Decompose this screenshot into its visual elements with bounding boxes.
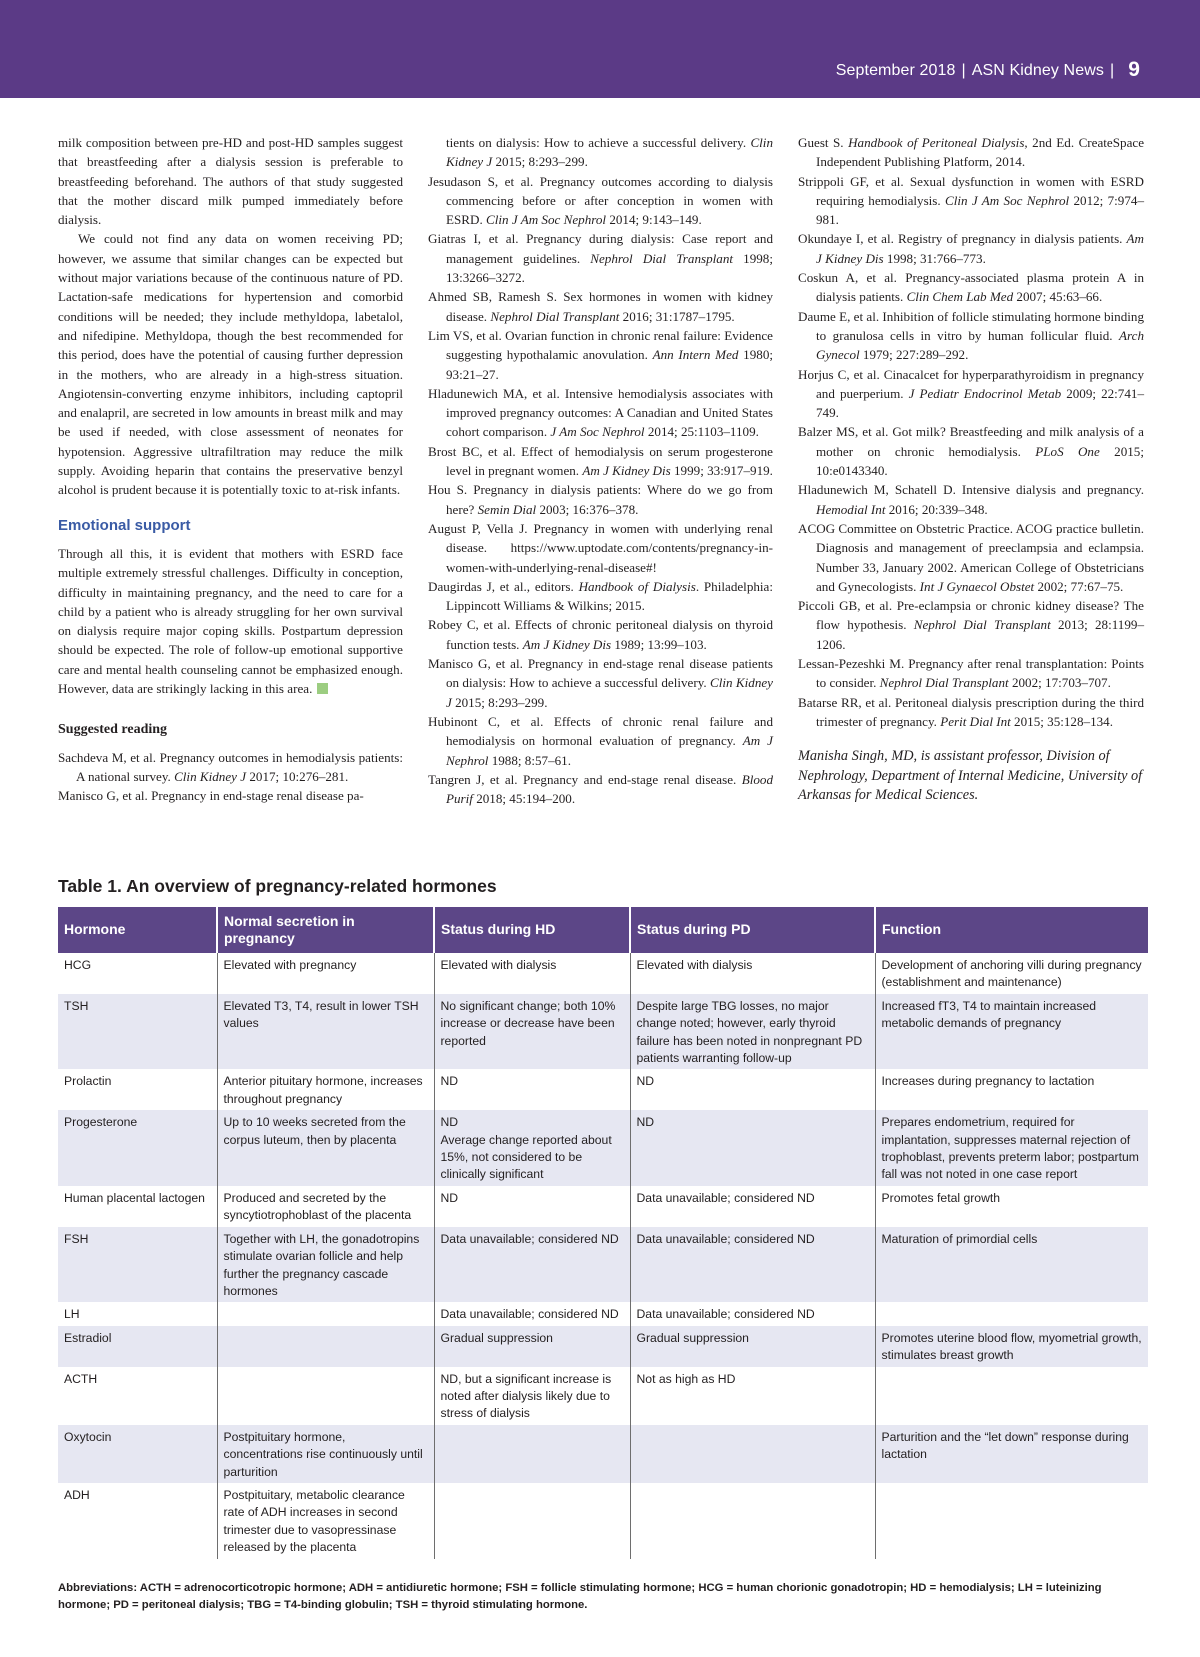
reference-item [798,307,1144,365]
reference-text: Piccoli GB, et al. Pre-eclampsia or chronic kidney disease? The flow hypothesis. [798,598,1144,633]
table-cell [434,1367,630,1425]
table-cell [434,994,630,1070]
table-cell [434,1186,630,1227]
cell-text: ADH [64,1487,90,1502]
table-cell [217,1326,434,1367]
reference-text: Strippoli GF, et al. Sexual dysfunction in women with ESRD requiring hemodialysis. [798,173,1144,208]
article-column-3 [798,133,1144,806]
table-cell [875,1069,1148,1110]
reference-text: Giatras I, et al. Pregnancy during dialysis: Case report and management guidelines. [428,231,773,266]
reference-text: Tangren J, et al. Pregnancy and end-stage renal disease. [428,771,742,787]
reference-item [428,712,773,770]
cell-text: HCG [64,958,92,972]
reference-citation: 2015; 8:293–299. [492,154,588,170]
reference-item [798,596,1144,654]
reference-citation: 1998; 13:3266–3272. [446,250,773,286]
reference-item [798,365,1144,423]
table-cell [217,953,434,994]
reference-journal: Clin J Am Soc Nephrol [486,212,607,228]
reference-text: Hladunewich M, Schatell D. Intensive dialysis and pregnancy. [798,482,1144,498]
page-header [0,0,1200,98]
reference-journal: Clin Kidney J [446,675,773,710]
suggested-reading-heading: Suggested reading [58,722,168,738]
reference-item [428,480,773,519]
table-cell [630,1326,875,1367]
cell-text: ND [636,1074,655,1089]
reference-citation: . Philadelphia: Lippincott Williams & Wilkins; 2015. [446,578,773,614]
table-body [58,953,1148,1559]
reference-list [428,172,773,809]
reference-item [798,480,1144,519]
cell-text: Up to 10 weeks secreted from the corpus luteum, then by placenta [223,1115,406,1147]
reference-citation: 2009; 22:741–749. [816,385,1144,421]
cell-text: Elevated with dialysis [636,958,753,972]
reference-item [798,654,1144,693]
reference-journal: Perit Dial Int [940,713,1011,729]
table-cell [434,953,630,994]
table-cell [875,1326,1148,1367]
reference-citation: 2016; 20:339–348. [885,501,988,517]
header-publication: ASN Kidney News [971,62,1104,79]
reference-citation: 1989; 13:99–103. [611,636,707,652]
table-cell [58,1227,217,1303]
reference-item [428,654,773,712]
header-info: September 2018 | ASN Kidney News | 9 [835,58,1140,81]
reference-journal: Am J Kidney Dis [522,636,612,652]
reference-citation: 2003; 16:376–378. [536,501,639,517]
paragraph-text: Through all this, it is evident that mothers with ESRD face multiple extremely stressful challenges. Difficulty in conception, difficulty in maintaining pregnancy, and the need to care for a child by a patient who is already struggling for her own survival on dialysis require major coping skills. Postpartum depression should be expected. The role of follow-up emotional supportive care and mental health counseling cannot be emphasized enough. However, data are strikingly lacking in this area. [58,545,403,697]
table-row [58,953,1148,994]
table-cell [58,1110,217,1186]
cell-text: Prepares endometrium, required for implantation, suppresses maternal rejection of trophoblast, prevents preterm labor; postpartum fall was not noted in one case report [881,1115,1139,1182]
table-cell [630,1425,875,1483]
table-cell [875,1367,1148,1425]
column-header: Hormone [58,907,217,953]
table-cell [630,1367,875,1425]
table-cell [434,1227,630,1303]
reference-text: Okundaye I, et al. Registry of pregnancy in dialysis patients. [798,231,1127,247]
cell-text: Human placental lactogen [64,1190,205,1205]
reference-journal: Int J Gynaecol Obstet [919,578,1035,594]
table-cell [217,1227,434,1303]
cell-text: Elevated T3, T4, result in lower TSH values [223,998,419,1031]
table-cell [58,1186,217,1227]
table-row [58,1186,1148,1227]
table-cell [217,1110,434,1186]
cell-text: Development of anchoring villi during pregnancy (establishment and maintenance) [881,958,1142,990]
reference-citation: , 2nd Ed. CreateSpace Independent Publishing Platform, 2014. [816,135,1145,170]
reference-item [798,519,1144,596]
column-header: Status during PD [630,907,875,953]
reference-text: Hubinont C, et al. Effects of chronic renal failure and hemodialysis on hormonal evaluation of pregnancy. [428,713,773,749]
reference-item [428,519,773,577]
cell-text: ND, but a significant increase is noted after dialysis likely due to stress of dialysis [440,1371,612,1421]
reference-list [798,133,1144,731]
table-cell [434,1110,630,1186]
reference-text: Batarse RR, et al. Peritoneal dialysis prescription during the third trimester of pregnancy. [798,694,1144,729]
cell-text: Gradual suppression [440,1330,553,1345]
table-row [58,1302,1148,1325]
reference-text: ACOG Committee on Obstetric Practice. ACOG practice bulletin. Diagnosis and management of preeclampsia and eclampsia. Number 33, January 2002. American College of Obstetricians and Gynecologists. [798,520,1144,594]
reference-text: Sachdeva M, et al. Pregnancy outcomes in hemodialysis patients: A national survey. [58,749,403,784]
table-cell [875,953,1148,994]
reference-journal: Hemodial Int [816,501,886,517]
reference-journal: Clin Kidney J [174,768,247,784]
table-row [58,1367,1148,1425]
cell-text: ND [440,1074,459,1089]
cell-text: Promotes fetal growth [881,1190,1001,1205]
table-cell [217,1069,434,1110]
reference-journal: PLoS One [1035,443,1100,459]
reference-item [428,172,773,230]
reference-journal: Blood Purif [446,771,773,807]
reference-text: Robey C, et al. Effects of chronic peritoneal dialysis on thyroid function tests. [428,617,773,652]
reference-citation: 2013; 28:1199–1206. [816,617,1144,652]
table-cell [58,1069,217,1110]
cell-text: Postpituitary hormone, concentrations rise continuously until parturition [223,1429,423,1479]
reference-journal: Ann Intern Med [652,347,739,363]
cell-text: Elevated with pregnancy [223,958,357,972]
reference-journal: Handbook of Peritoneal Dialysis [848,135,1025,150]
table-cell [875,1227,1148,1303]
reference-item [428,770,773,809]
reference-journal: Nephrol Dial Transplant [490,308,620,324]
reference-item [798,268,1144,307]
reference-citation: 1988; 8:57–61. [488,752,572,768]
reference-journal: Clin Kidney J [446,135,773,170]
cell-text: ND [636,1115,655,1130]
reference-text: Ahmed SB, Ramesh S. Sex hormones in women with kidney disease. [428,289,773,324]
table-cell [875,994,1148,1070]
cell-text: Oxytocin [64,1429,112,1444]
reference-text: tients on dialysis: How to achieve a successful delivery. [446,135,751,150]
header-date: September 2018 [835,62,956,79]
cell-text: Average change reported about 15%, not considered to be clinically significant [440,1132,612,1182]
table-row [58,1483,1148,1559]
reference-citation: 2015; 8:293–299. [451,694,548,710]
cell-text: No significant change; both 10% increase or decrease have been reported [440,998,616,1048]
column-header: Function [875,907,1148,953]
reference-text: Brost BC, et al. Effect of hemodialysis on serum progesterone level in pregnant women. [428,443,773,479]
cell-text: ND [440,1190,459,1205]
table-cell [875,1186,1148,1227]
table-cell [58,1367,217,1425]
reference-journal: Am J Nephrol [446,733,773,768]
reference-item [428,384,773,442]
reference-citation: 1998; 31:766–773. [883,250,986,266]
table-title: Table 1. An overview of pregnancy-related hormones [58,876,497,896]
reference-item [428,615,773,654]
table-cell [58,1302,217,1325]
reference-journal: Clin Chem Lab Med [906,289,1014,305]
reference-text: Hladunewich MA, et al. Intensive hemodialysis associates with improved pregnancy outcomes: A Canadian and United States cohort comparison. [428,385,773,440]
table-cell [630,1302,875,1325]
cell-text: LH [64,1307,80,1322]
cell-text: Prolactin [64,1074,112,1089]
cell-text: Estradiol [64,1330,112,1345]
column-header: Normal secretion in pregnancy [217,907,434,953]
reference-item [428,442,773,481]
reference-item [798,172,1144,230]
cell-text: ACTH [64,1371,98,1386]
table-cell [875,1425,1148,1483]
reference-text: Guest S. [798,135,849,150]
reference-journal: J Am Soc Nephrol [550,424,645,440]
table-cell [217,994,434,1070]
reference-citation: 2002; 77:67–75. [1034,578,1124,594]
reference-journal: Am J Kidney Dis [816,231,1144,266]
table-cell [217,1186,434,1227]
table-cell [630,1069,875,1110]
reference-journal: Am J Kidney Dis [582,463,671,479]
end-mark-icon [317,683,328,694]
cell-text: ND [440,1115,459,1130]
reference-text: Manisco G, et al. Pregnancy in end-stage renal disease patients on dialysis: How to achieve a successful delivery. [428,656,773,691]
table-cell [58,1483,217,1559]
reference-citation: 2012; 7:974–981. [816,192,1144,228]
reference-text: Daume E, et al. Inhibition of follicle stimulating hormone binding to granulosa cells in vitro by human follicular fluid. [798,308,1144,343]
article-column-1 [58,133,403,806]
reference-text: Hou S. Pregnancy in dialysis patients: Where do we go from here? [428,482,773,517]
cell-text: Together with LH, the gonadotropins stimulate ovarian follicle and help further the pregnancy cascade hormones [223,1231,420,1298]
reference-citation: 1999; 33:917–919. [670,463,773,479]
hormones-table [58,907,1148,1559]
reference-text: Horjus C, et al. Cinacalcet for hyperparathyroidism in pregnancy and puerperium. [798,366,1144,401]
cell-text: Data unavailable; considered ND [636,1231,815,1246]
article-column-2 [428,133,773,808]
reference-journal: Clin J Am Soc Nephrol [945,192,1070,208]
table-cell [630,994,875,1070]
reference-journal: Handbook of Dialysis [578,578,696,594]
reference-citation: 2018; 45:194–200. [472,791,576,807]
reference-item [798,422,1144,480]
table-cell [434,1302,630,1325]
table-header-row [58,907,1148,953]
reference-item [798,229,1144,268]
author-bio: Manisha Singh, MD, is assistant professor, Division of Nephrology, Department of Internal Medicine, University of Arkansas for Medical Sciences. [798,748,1143,804]
table-row [58,994,1148,1070]
cell-text: Promotes uterine blood flow, myometrial growth, stimulates breast growth [881,1330,1142,1363]
cell-text: Data unavailable; considered ND [636,1190,815,1205]
cell-text: Progesterone [64,1115,138,1130]
cell-text: Gradual suppression [636,1330,749,1345]
table-cell [630,1186,875,1227]
body-paragraph [58,544,403,698]
table-cell [875,1110,1148,1186]
reference-text: Balzer MS, et al. Got milk? Breastfeeding and milk analysis of a mother on chronic hemodialysis. [798,424,1144,459]
cell-text: Parturition and the “let down” response during lactation [881,1429,1129,1462]
table-cell [58,953,217,994]
reference-item [428,326,773,384]
reference-text: Lessan-Pezeshki M. Pregnancy after renal transplantation: Points to consider. [798,656,1144,691]
cell-text: TSH [64,998,89,1013]
reference-item [428,577,773,616]
reference-citation: 2002; 17:703–707. [1008,675,1111,691]
table-cell [630,1227,875,1303]
reference-citation: 2016; 31:1787–1795. [619,308,735,324]
cell-text: Not as high as HD [636,1371,736,1386]
reference-text: Jesudason S, et al. Pregnancy outcomes according to dialysis commencing before or after conception in women with ESRD. [428,173,773,228]
reference-journal: Nephrol Dial Transplant [913,617,1051,633]
table-row [58,1425,1148,1483]
reference-citation: 2014; 9:143–149. [606,212,702,228]
table-cell [434,1425,630,1483]
reference-citation: 1980; 93:21–27. [446,347,773,382]
table-cell [217,1302,434,1325]
reference-item [798,693,1144,732]
table-row [58,1069,1148,1110]
reference-item: Manisco G, et al. Pregnancy in end-stage renal disease pa- [58,788,364,804]
reference-item [428,229,773,287]
cell-text: Data unavailable; considered ND [440,1307,619,1322]
cell-text: Data unavailable; considered ND [440,1231,619,1246]
abbreviations-note: Abbreviations: ACTH = adrenocorticotropic hormone; ADH = antidiuretic hormone; FSH = follicle stimulating hormone; HCG = human chorionic gonadotropin; HD = hemodialysis; LH = luteinizing hormone; PD = peritoneal dialysis; TBG = T4-binding globulin; TSH = thyroid stimulating hormone. [58,1582,1102,1611]
table-cell [875,1483,1148,1559]
table-cell [434,1069,630,1110]
reference-citation: 2015; 35:128–134. [1010,713,1113,729]
table-cell [58,1326,217,1367]
cell-text: Data unavailable; considered ND [636,1307,815,1322]
table-cell [58,994,217,1070]
reference-item [58,748,403,787]
table-cell [58,1425,217,1483]
cell-text: Maturation of primordial cells [881,1231,1038,1246]
table-cell [217,1425,434,1483]
reference-citation: 1979; 227:289–292. [859,347,969,363]
reference-item [428,287,773,326]
reference-journal: Nephrol Dial Transplant [879,675,1009,691]
reference-text: Lim VS, et al. Ovarian function in chronic renal failure: Evidence suggesting hypothalamic anovulation. [428,327,773,363]
column-header: Status during HD [434,907,630,953]
table-cell [875,1302,1148,1325]
table-cell [434,1483,630,1559]
table-cell [630,1110,875,1186]
table-cell [630,1483,875,1559]
table-cell [217,1483,434,1559]
reference-citation: 2014; 25:1103–1109. [644,424,759,440]
table-row [58,1110,1148,1186]
cell-text: Elevated with dialysis [440,958,557,972]
reference-item [798,133,1144,172]
cell-text: Postpituitary, metabolic clearance rate of ADH increases in second trimester due to vasopressinase released by the placenta [223,1487,405,1555]
body-paragraph: We could not find any data on women receiving PD; however, we assume that similar changes can be expected but without major variations because of the continuous nature of PD. Lactation-safe medications for hypertension and comorbid conditions will be needed; they include methyldopa, labetalol, and nifedipine. Methyldopa, though the best recommended for this period, does have the potential of causing further depression in the mothers, who are already in a high-stress situation. Angiotensin-converting enzyme inhibitors, including captopril and enalapril, are secreted in low amounts in breast milk and may be used if needed, with close assessment of neonates for hypotension. Aggressive ultrafiltration may reduce the milk supply. Avoiding heparin that contains the preservative benzyl alcohol is prudent because it is potentially toxic to at-risk infants. [58,231,403,498]
table-cell [630,953,875,994]
reference-journal: Arch Gynecol [816,327,1144,363]
table-cell [217,1367,434,1425]
cell-text: Anterior pituitary hormone, increases throughout pregnancy [223,1074,423,1106]
cell-text: Increases during pregnancy to lactation [881,1074,1095,1089]
reference-citation: 2007; 45:63–66. [1013,289,1103,305]
reference-journal: Nephrol Dial Transplant [590,250,734,266]
reference-journal: J Pediatr Endocrinol Metab [908,385,1062,401]
page-number: 9 [1128,58,1140,81]
reference-continuation [428,133,773,172]
reference-citation: 2017; 10:276–281. [246,768,349,784]
cell-text: Despite large TBG losses, no major change noted; however, early thyroid failure has been noted in nonpregnant PD patients warranting follow-up [636,998,863,1066]
reference-citation: 2015; 10:e0143340. [816,443,1144,479]
cell-text: Increased fT3, T4 to maintain increased metabolic demands of pregnancy [881,998,1097,1031]
reference-text: Daugirdas J, et al., editors. [428,578,579,594]
cell-text: Produced and secreted by the syncytiotrophoblast of the placenta [223,1190,412,1223]
body-paragraph: milk composition between pre-HD and post-HD samples suggest that breastfeeding after a dialysis session is preferable to breastfeeding beforehand. The authors of that study suggested that the mother discard milk pumped immediately before dialysis. [58,135,403,228]
reference-journal: Semin Dial [477,501,537,517]
reference-text: August P, Vella J. Pregnancy in women with underlying renal disease. https://www.uptodate.com/contents/pregnancy-in-women-with-underlying-renal-disease#! [428,520,773,575]
cell-text: FSH [64,1231,89,1246]
reference-text: Coskun A, et al. Pregnancy-associated plasma protein A in dialysis patients. [798,270,1144,305]
table-cell [434,1326,630,1367]
table-row [58,1326,1148,1367]
section-heading-emotional-support: Emotional support [58,516,191,534]
table-row [58,1227,1148,1303]
